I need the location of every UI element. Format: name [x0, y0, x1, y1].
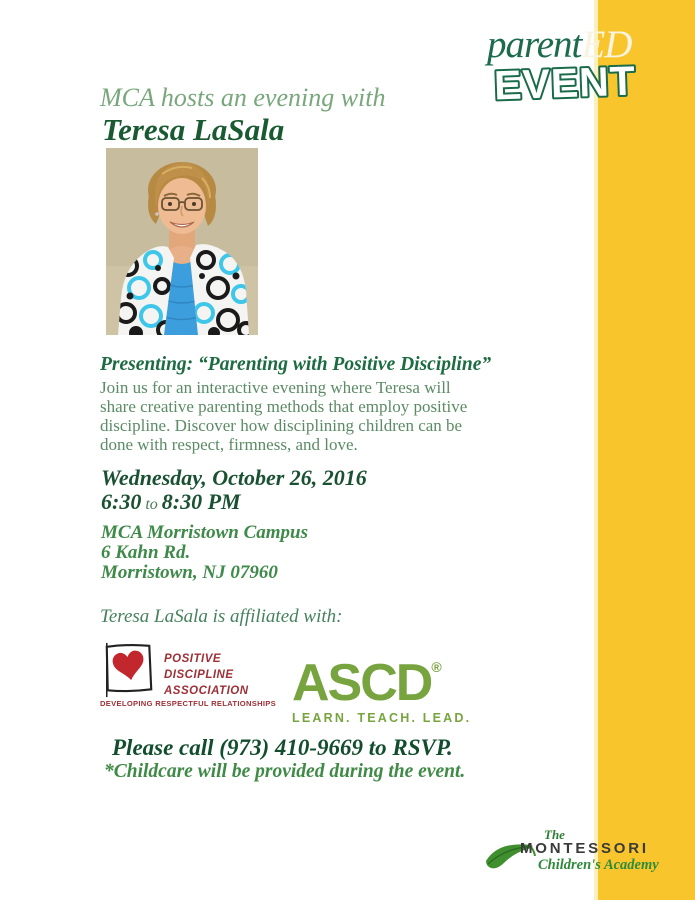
ascd-name: ASCD	[292, 654, 432, 712]
headline-intro: MCA hosts an evening with	[100, 83, 386, 112]
affiliation-label: Teresa LaSala is affiliated with:	[100, 606, 343, 627]
registered-trademark-icon: ®	[431, 659, 442, 675]
pda-flag-heart-icon	[100, 641, 158, 699]
event-date: Wednesday, October 26, 2016	[101, 465, 367, 490]
pda-tagline: DEVELOPING RESPECTFUL RELATIONSHIPS	[100, 699, 277, 708]
presenting-body-line: done with respect, firmness, and love.	[100, 435, 358, 454]
pda-word-positive: POSITIVE	[164, 653, 222, 665]
montessori-subtitle: Children's Academy	[538, 857, 659, 873]
rsvp-call-line: Please call (973) 410-9669 to RSVP.	[112, 735, 453, 760]
event-time-separator: to	[145, 496, 158, 513]
event-wordmark	[478, 58, 652, 108]
pda-word-discipline: DISCIPLINE	[164, 669, 234, 681]
venue-city: Morristown, NJ 07960	[101, 562, 278, 583]
presenting-body	[100, 378, 500, 454]
ascd-tagline: LEARN. TEACH. LEAD.	[292, 711, 472, 725]
montessori-name: MONTESSORI	[520, 840, 649, 857]
parented-word-parent: parent	[487, 23, 582, 66]
event-wordmark-text: EVENT	[493, 58, 637, 108]
montessori-logo	[484, 827, 674, 887]
speaker-photo	[106, 148, 258, 335]
headline-speaker-name: Teresa LaSala	[102, 112, 285, 147]
ascd-logo	[292, 641, 471, 725]
montessori-the: The	[544, 827, 565, 842]
childcare-note: *Childcare will be provided during the event.	[104, 761, 466, 782]
venue-street: 6 Kahn Rd.	[101, 542, 191, 563]
yellow-stripe	[598, 0, 695, 900]
presenting-body-line: Join us for an interactive evening where Teresa will	[100, 378, 451, 397]
venue-name: MCA Morristown Campus	[101, 522, 308, 543]
pda-wordmark	[164, 651, 249, 699]
presenting-body-line: discipline. Discover how disciplining children can be	[100, 416, 463, 435]
event-time-end: 8:30 PM	[161, 489, 241, 514]
presenting-body-line: share creative parenting methods that employ positive	[100, 397, 468, 416]
event-time	[101, 489, 241, 515]
pda-word-association: ASSOCIATION	[164, 685, 249, 697]
presenting-title: Presenting: “Parenting with Positive Discipline”	[100, 354, 492, 375]
parented-word-ed: ED	[581, 23, 632, 66]
venue-block	[101, 523, 308, 583]
ascd-wordmark	[292, 641, 471, 712]
yellow-stripe-edge	[594, 0, 598, 900]
event-time-start: 6:30	[101, 489, 142, 514]
